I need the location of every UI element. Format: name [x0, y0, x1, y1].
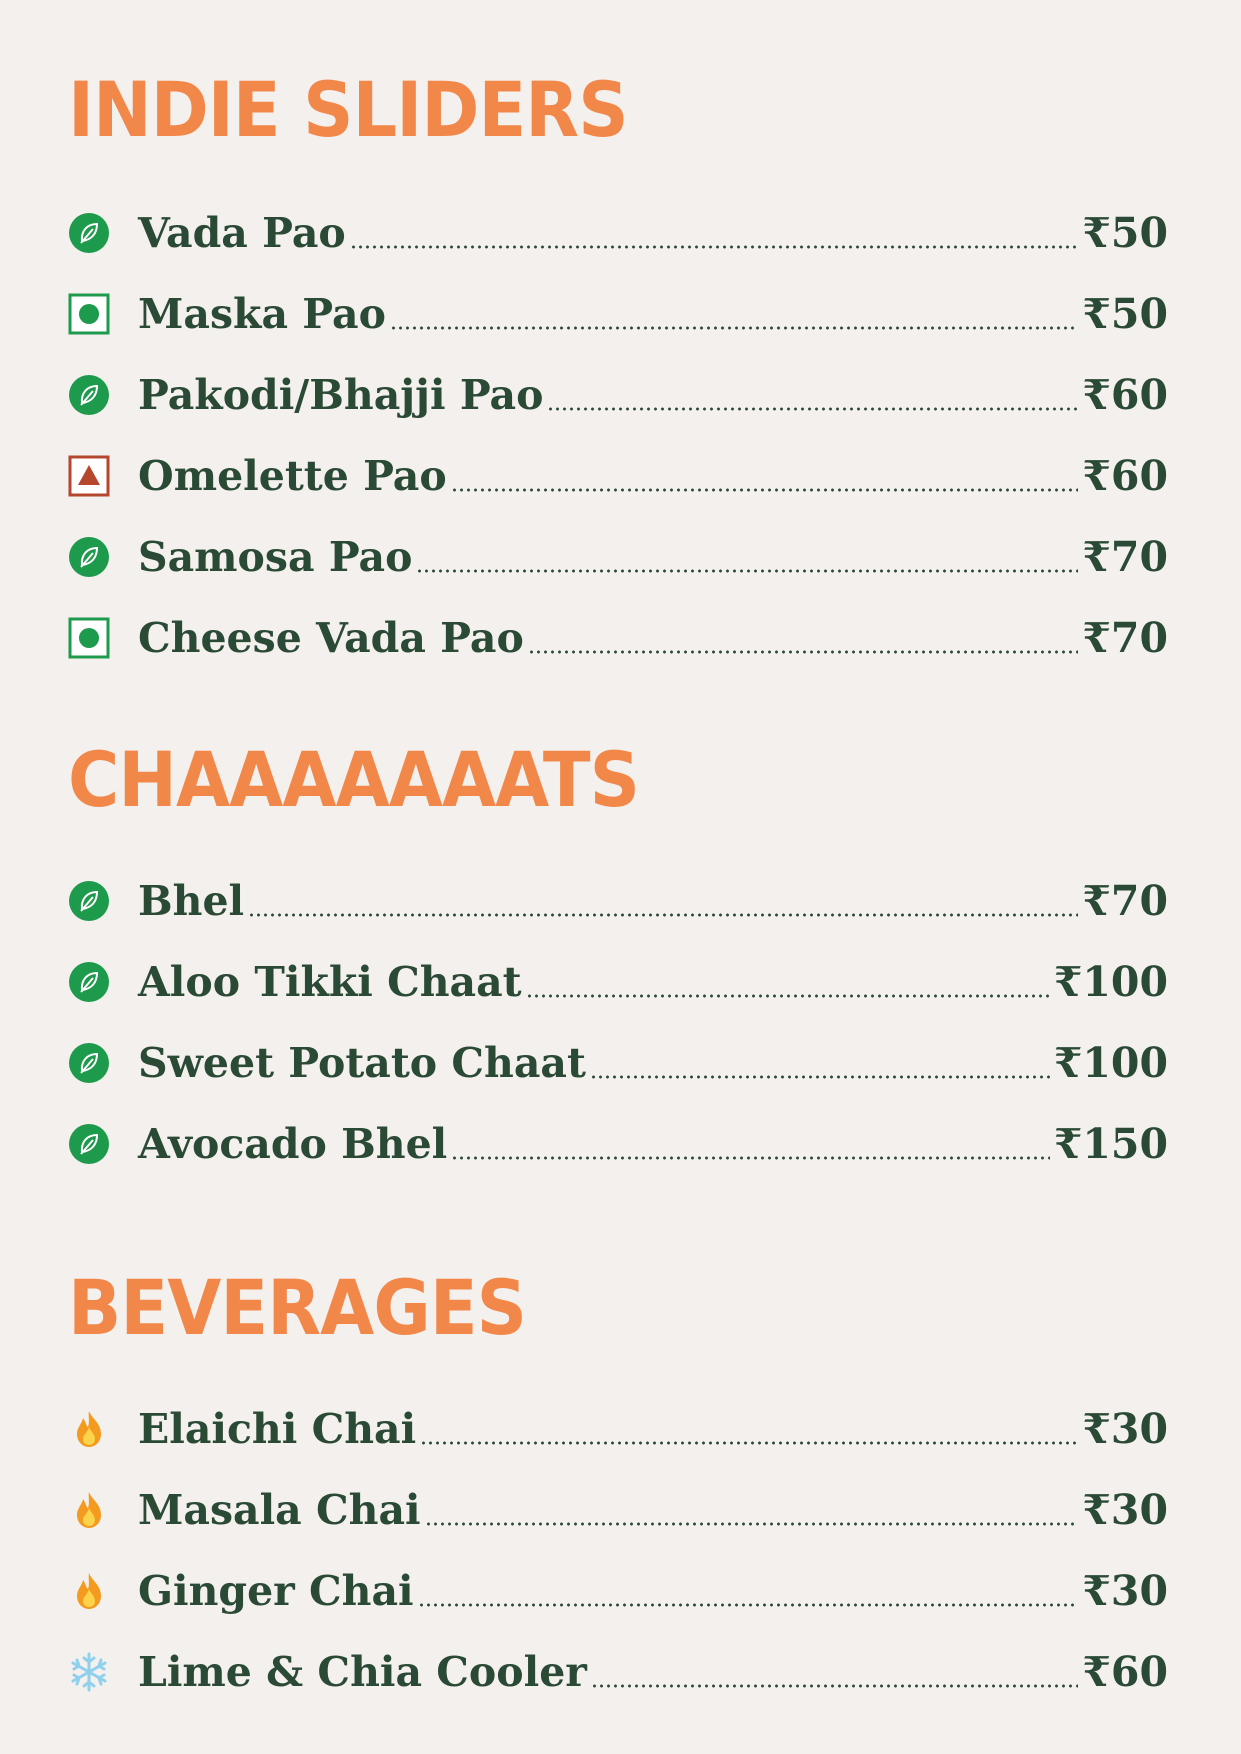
- menu-item: [68, 1103, 1168, 1184]
- item-name: Avocado Bhel: [138, 1119, 448, 1168]
- leader-dots: [418, 1603, 1079, 1607]
- menu-item: [68, 1022, 1168, 1103]
- item-price: ₹70: [1082, 532, 1168, 581]
- veg-mark-icon: [68, 617, 110, 659]
- section-title: CHAAAAAAATS: [68, 735, 640, 824]
- section-chaats: [68, 735, 1168, 1168]
- menu-item: [68, 516, 1168, 597]
- leader-dots: [425, 1522, 1079, 1526]
- item-price: ₹100: [1053, 957, 1168, 1006]
- item-name: Aloo Tikki Chaat: [138, 957, 522, 1006]
- item-name: Maska Pao: [138, 289, 386, 338]
- item-price: ₹30: [1082, 1485, 1168, 1534]
- item-name: Omelette Pao: [138, 451, 447, 500]
- item-name: Masala Chai: [138, 1485, 421, 1534]
- item-name: Bhel: [138, 876, 245, 925]
- item-price: ₹100: [1053, 1038, 1168, 1087]
- item-price: ₹70: [1082, 876, 1168, 925]
- leader-dots: [528, 650, 1079, 654]
- menu-item: [68, 1550, 1168, 1631]
- item-name: Pakodi/Bhajji Pao: [138, 370, 544, 419]
- menu-item: [68, 1388, 1168, 1469]
- menu-item: [68, 1469, 1168, 1550]
- item-price: ₹30: [1082, 1404, 1168, 1453]
- item-price: ₹60: [1082, 1647, 1168, 1696]
- leader-dots: [451, 488, 1079, 492]
- fire-icon: [68, 1489, 110, 1531]
- vegan-leaf-icon: [68, 212, 110, 254]
- leader-dots: [248, 913, 1078, 917]
- menu-item: [68, 860, 1168, 941]
- fire-icon: [68, 1408, 110, 1450]
- egg-mark-icon: [68, 455, 110, 497]
- item-price: ₹60: [1082, 451, 1168, 500]
- vegan-leaf-icon: [68, 1123, 110, 1165]
- item-name: Ginger Chai: [138, 1566, 414, 1615]
- section-title: BEVERAGES: [68, 1263, 527, 1352]
- veg-mark-icon: [68, 293, 110, 335]
- menu-item: [68, 354, 1168, 435]
- leader-dots: [591, 1684, 1079, 1688]
- item-price: ₹50: [1082, 208, 1168, 257]
- leader-dots: [416, 569, 1078, 573]
- vegan-leaf-icon: [68, 880, 110, 922]
- fire-icon: [68, 1570, 110, 1612]
- menu-item: [68, 435, 1168, 516]
- vegan-leaf-icon: [68, 536, 110, 578]
- leader-dots: [451, 1156, 1050, 1160]
- item-price: ₹150: [1053, 1119, 1168, 1168]
- item-price: ₹50: [1082, 289, 1168, 338]
- item-price: ₹60: [1082, 370, 1168, 419]
- item-name: Samosa Pao: [138, 532, 413, 581]
- leader-dots: [350, 245, 1079, 249]
- vegan-leaf-icon: [68, 374, 110, 416]
- item-name: Sweet Potato Chaat: [138, 1038, 586, 1087]
- section-title: INDIE SLIDERS: [68, 65, 628, 154]
- vegan-leaf-icon: [68, 1042, 110, 1084]
- snowflake-icon: [68, 1651, 110, 1693]
- leader-dots: [590, 1075, 1050, 1079]
- item-name: Cheese Vada Pao: [138, 613, 524, 662]
- leader-dots: [547, 407, 1078, 411]
- menu-item: [68, 597, 1168, 678]
- vegan-leaf-icon: [68, 961, 110, 1003]
- section-beverages: [68, 1263, 1168, 1696]
- item-price: ₹30: [1082, 1566, 1168, 1615]
- menu-item: [68, 273, 1168, 354]
- leader-dots: [526, 994, 1050, 998]
- leader-dots: [420, 1441, 1078, 1445]
- item-name: Vada Pao: [138, 208, 346, 257]
- menu-item: [68, 1631, 1168, 1712]
- menu-item: [68, 192, 1168, 273]
- section-indie-sliders: [68, 65, 1168, 662]
- item-name: Elaichi Chai: [138, 1404, 417, 1453]
- item-price: ₹70: [1082, 613, 1168, 662]
- item-name: Lime & Chia Cooler: [138, 1647, 587, 1696]
- leader-dots: [390, 326, 1078, 330]
- menu-item: [68, 941, 1168, 1022]
